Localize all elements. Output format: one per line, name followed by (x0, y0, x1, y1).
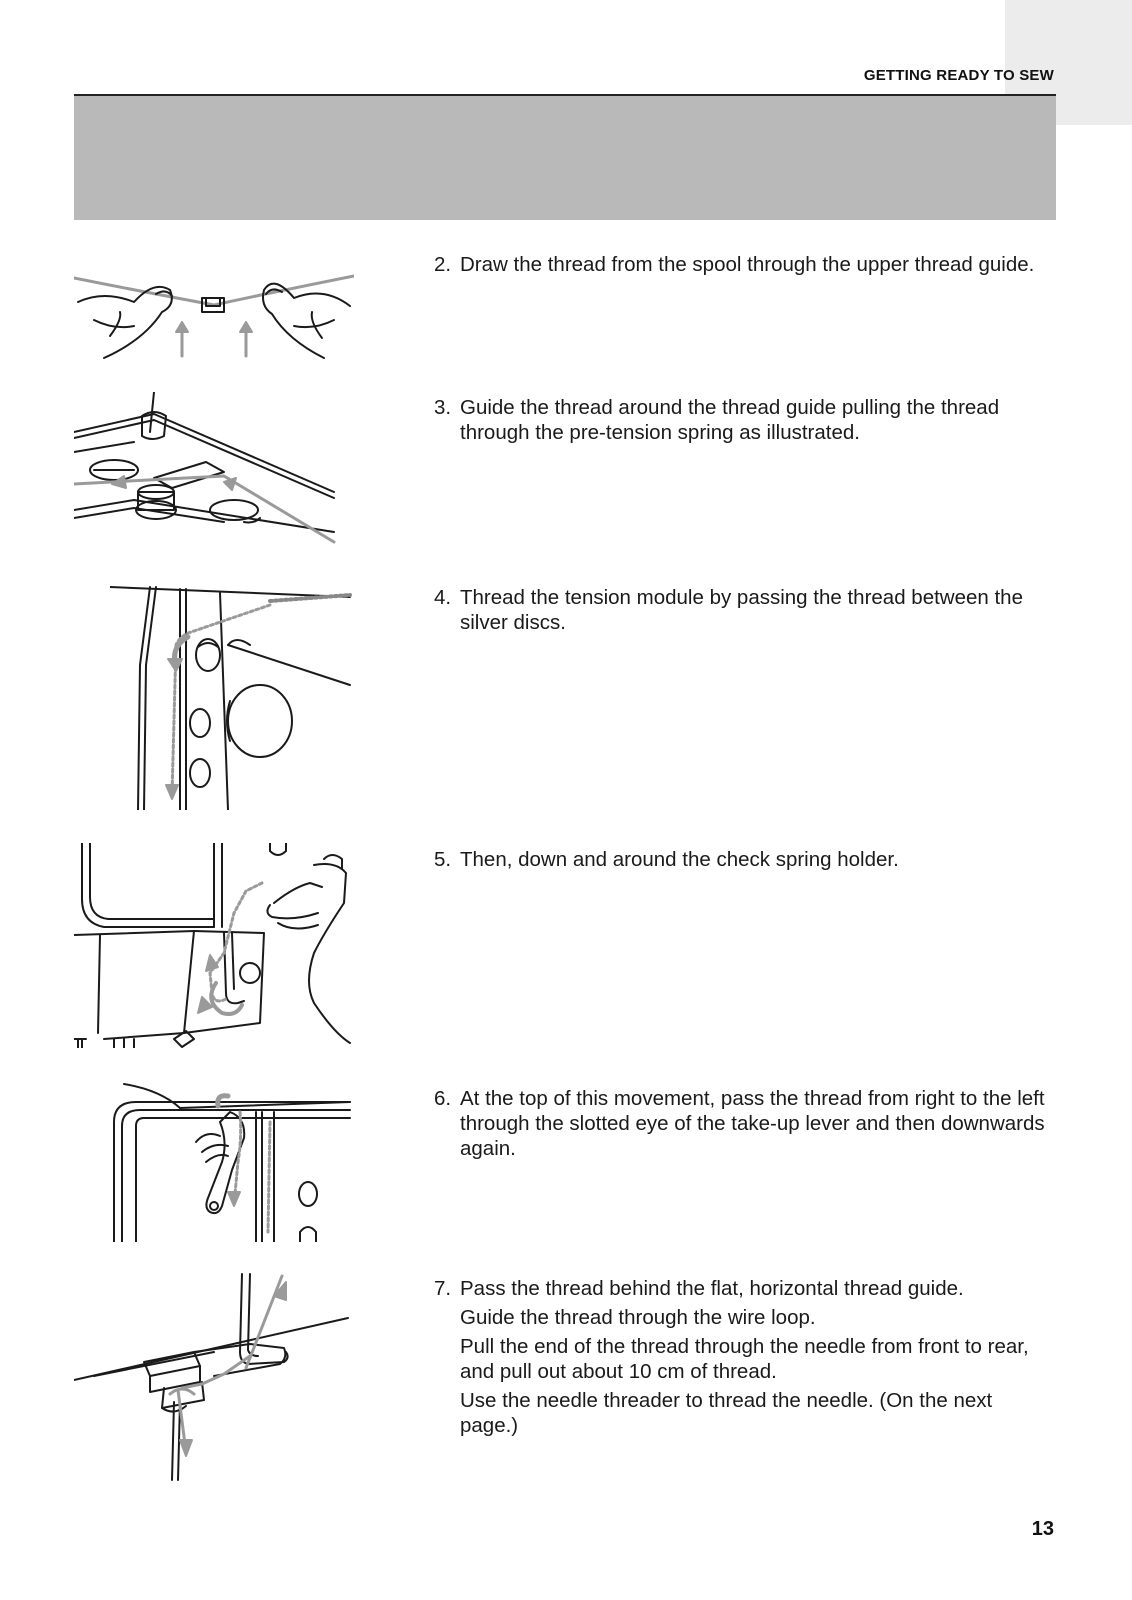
step-7 (434, 1276, 1054, 1442)
step-text: Guide the thread around the thread guide pulling the thread through the pre-tension spring as illustrated. (460, 396, 1000, 444)
step-text: At the top of this movement, pass the thread from right to the left through the slotted eye of the take-up lever and then downwards again. (460, 1087, 1045, 1160)
step-2 (434, 252, 1054, 281)
header-banner (74, 96, 1056, 220)
section-title: GETTING READY TO SEW (863, 67, 1054, 84)
step-4 (434, 585, 1054, 639)
step-text: Guide the thread through the wire loop. (460, 1306, 816, 1329)
step-text: Draw the thread from the spool through the upper thread guide. (460, 253, 1035, 276)
step-6 (434, 1086, 1054, 1165)
step-number: 4. (434, 586, 452, 609)
step-number: 7. (434, 1277, 452, 1300)
step-text: Thread the tension module by passing the thread between the silver discs. (460, 586, 1023, 634)
step-number: 5. (434, 848, 452, 871)
figure-pre-tension-spring (74, 392, 344, 550)
step-text: Pass the thread behind the flat, horizontal thread guide. (460, 1277, 964, 1300)
figure-take-up-lever (110, 1082, 355, 1242)
figure-tension-discs (110, 585, 355, 810)
step-3 (434, 395, 1054, 449)
step-text: Then, down and around the check spring holder. (460, 848, 899, 871)
figure-needle-threading (74, 1272, 354, 1484)
step-text: Pull the end of the thread through the needle from front to rear, and pull out about 10 cm of thread. (460, 1335, 1029, 1383)
step-5 (434, 847, 1054, 876)
step-number: 2. (434, 253, 452, 276)
page-number: 13 (1031, 1518, 1054, 1540)
step-number: 6. (434, 1087, 452, 1110)
figure-thread-guide-hands (74, 250, 354, 362)
figure-check-spring-holder (74, 843, 354, 1048)
step-number: 3. (434, 396, 452, 419)
step-text: Use the needle threader to thread the needle. (On the next page.) (460, 1389, 993, 1437)
